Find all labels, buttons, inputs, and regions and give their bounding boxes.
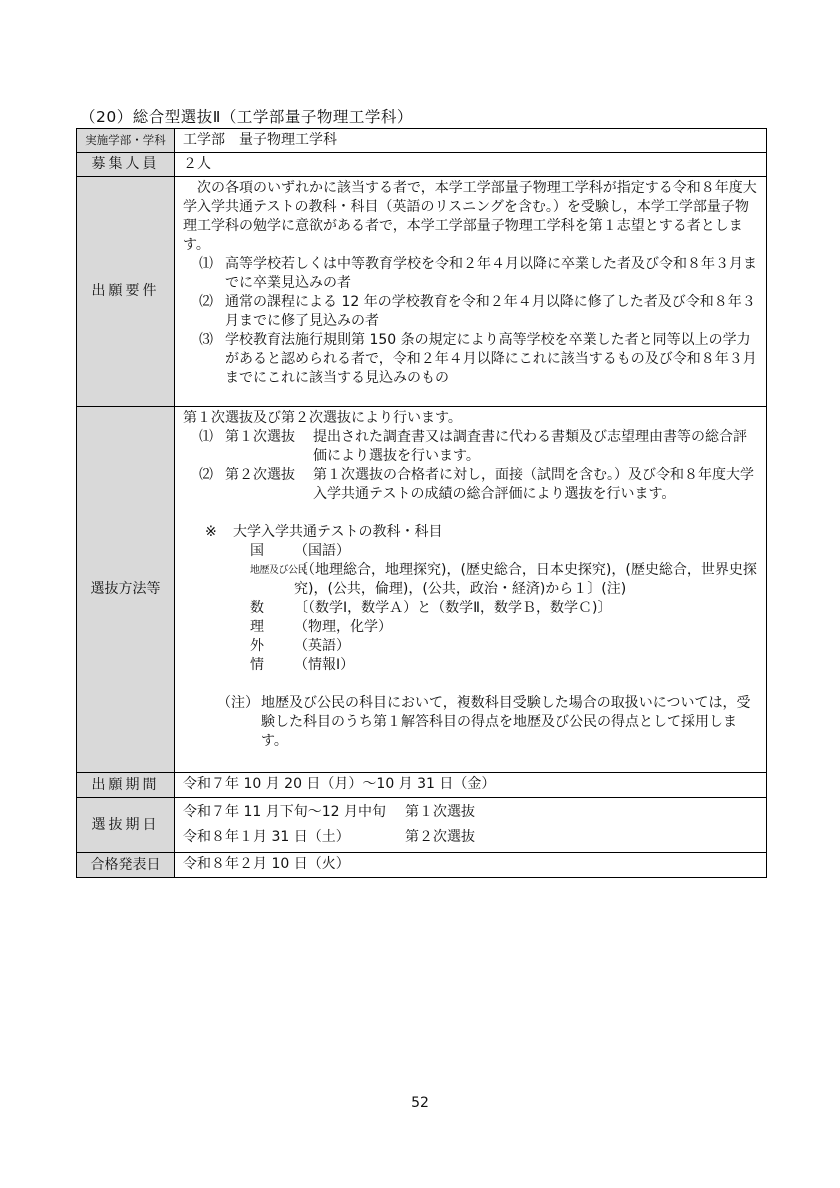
subject-name: 数 <box>250 600 264 616</box>
requirement-item <box>183 255 760 293</box>
label-dept: 実施学部・学科 <box>77 129 175 153</box>
footnote-text: 地歴及び公民の科目において，複数科目受験した場合の取扱いについては，受験した科目のうち第１解答科目の得点を地歴及び公民の得点として採用します。 <box>261 695 751 749</box>
value-dept: 工学部 量子物理工学科 <box>175 129 767 153</box>
row-application-period <box>77 773 767 798</box>
requirement-text: 学校教育法施行規則第 150 条の規定により高等学校を卒業した者と同等以上の学力があると認められる者で，令和２年４月以降にこれに該当するもの及び令和８年３月までにこれに該当する見込みのもの <box>225 332 757 386</box>
selection-stage <box>183 428 760 466</box>
value-selection-dates <box>175 798 767 853</box>
subject-name: 情 <box>250 657 264 673</box>
label-selection-dates: 選抜期日 <box>77 798 175 853</box>
row-selection <box>77 407 767 773</box>
value-selection <box>175 407 767 773</box>
note-mark: ※ <box>205 524 217 540</box>
selection-stage-name: 第２次選抜 <box>405 829 475 845</box>
subject-text: （物理，化学） <box>294 619 392 635</box>
admission-table <box>76 128 767 878</box>
subject-row <box>183 618 760 637</box>
label-requirements: 出願要件 <box>77 177 175 407</box>
subject-row <box>183 656 760 675</box>
subject-name: 外 <box>250 638 264 654</box>
selection-stage <box>183 466 760 504</box>
label-selection: 選抜方法等 <box>77 407 175 773</box>
requirement-num: ⑶ <box>199 332 213 348</box>
row-announcement <box>77 853 767 878</box>
subject-text: （国語） <box>294 543 350 559</box>
subject-text: （情報Ⅰ） <box>294 657 355 673</box>
stage-num: ⑴ <box>199 429 213 445</box>
value-capacity: ２人 <box>175 153 767 177</box>
value-application-period: 令和７年 10 月 20 日（月）～10 月 31 日（金） <box>175 773 767 798</box>
page-number: 52 <box>411 1095 429 1111</box>
subject-name: 国 <box>250 543 264 559</box>
stage-text: 第１次選抜の合格者に対し，面接（試問を含む。）及び令和８年度大学入学共通テストの成績の総合評価により選抜を行います。 <box>313 467 754 502</box>
footnote-mark: （注） <box>217 695 259 711</box>
subject-text: 〔（地理総合，地理探究)，(歴史総合，日本史探究)，(歴史総合，世界史探究)，(公共，倫理)，(公共，政治・経済)から１〕(注) <box>294 562 757 597</box>
selection-stage-name: 第１次選抜 <box>405 804 475 820</box>
requirement-item <box>183 331 760 388</box>
subject-row <box>183 542 760 561</box>
requirement-item <box>183 293 760 331</box>
selection-date-line <box>183 800 760 825</box>
subject-text: （英語） <box>294 638 350 654</box>
subject-row <box>183 561 760 599</box>
row-selection-dates <box>77 798 767 853</box>
subject-name: 地歴及び公民 <box>250 565 307 576</box>
selection-intro: 第１次選抜及び第２次選抜により行います。 <box>183 410 462 426</box>
requirement-text: 通常の課程による 12 年の学校教育を令和２年４月以降に修了した者及び令和８年３月までに修了見込みの者 <box>225 294 756 329</box>
note-title: 大学入学共通テストの教科・科目 <box>233 524 443 540</box>
section-title: （20）総合型選抜Ⅱ（工学部量子物理工学科） <box>80 108 413 126</box>
row-capacity <box>77 153 767 177</box>
value-requirements <box>175 177 767 407</box>
requirement-num: ⑵ <box>199 294 213 310</box>
label-application-period: 出願期間 <box>77 773 175 798</box>
subject-row <box>183 637 760 656</box>
stage-num: ⑵ <box>199 467 213 483</box>
subjects-heading <box>183 523 760 542</box>
selection-date-line <box>183 825 760 850</box>
row-requirements <box>77 177 767 407</box>
subject-name: 理 <box>250 619 264 635</box>
label-announcement: 合格発表日 <box>77 853 175 878</box>
footnote <box>183 694 760 751</box>
stage-text: 提出された調査書又は調査書に代わる書類及び志望理由書等の総合評価により選抜を行います。 <box>313 429 747 464</box>
label-capacity: 募集人員 <box>77 153 175 177</box>
requirements-intro: 次の各項のいずれかに該当する者で，本学工学部量子物理工学科が指定する令和８年度大学入学共通テストの教科・科目（英語のリスニングを含む。）を受験し，本学工学部量子物理工学科の勉学に意欲がある者で，本学工学部量子物理工学科を第１志望とする者とします。 <box>183 180 757 253</box>
selection-date: 令和７年 11 月下旬～12 月中旬 <box>183 804 386 820</box>
subject-row <box>183 599 760 618</box>
row-dept <box>77 129 767 153</box>
requirement-text: 高等学校若しくは中等教育学校を令和２年４月以降に卒業した者及び令和８年３月までに卒業見込みの者 <box>225 256 757 291</box>
subject-text: 〔（数学Ⅰ，数学Ａ）と（数学Ⅱ，数学Ｂ，数学Ｃ)〕 <box>294 600 612 616</box>
requirement-num: ⑴ <box>199 256 213 272</box>
selection-date: 令和８年１月 31 日（土） <box>183 829 350 845</box>
stage-name: 第２次選抜 <box>225 467 295 483</box>
value-announcement: 令和８年２月 10 日（火） <box>175 853 767 878</box>
stage-name: 第１次選抜 <box>225 429 295 445</box>
